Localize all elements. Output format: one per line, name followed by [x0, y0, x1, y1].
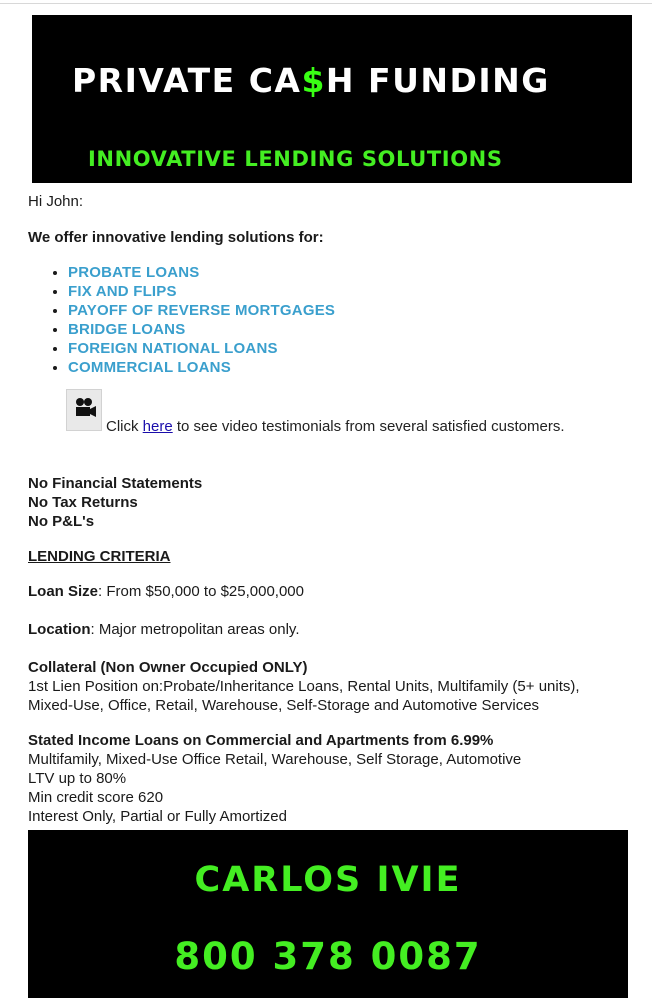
- list-item: • PAYOFF OF REVERSE MORTGAGES: [68, 301, 628, 320]
- loan-size: Loan Size: From $50,000 to $25,000,000: [28, 583, 304, 600]
- stated-income-heading: Stated Income Loans on Commercial and Apartments from 6.99%: [28, 732, 494, 749]
- no-financial-statements: No Financial Statements: [28, 475, 203, 492]
- stated-line: Interest Only, Partial or Fully Amortized: [28, 808, 287, 825]
- stated-income-section: [28, 731, 628, 826]
- no-tax-returns: No Tax Returns: [28, 494, 138, 511]
- banner-subtitle: INNOVATIVE LENDING SOLUTIONS: [88, 147, 503, 171]
- offer-heading: We offer innovative lending solutions for:: [28, 229, 324, 246]
- location: Location: Major metropolitan areas only.: [28, 621, 300, 638]
- lending-criteria-heading: LENDING CRITERIA: [28, 548, 171, 565]
- stated-line: Min credit score 620: [28, 789, 164, 806]
- contact-name: CARLOS IVIE: [194, 860, 462, 900]
- no-pl: No P&L's: [28, 513, 95, 530]
- banner-title: PRIVATE CA$H FUNDING: [72, 61, 550, 100]
- list-item: • FIX AND FLIPS: [68, 282, 628, 301]
- dollar-sign: $: [301, 61, 326, 100]
- greeting: Hi John:: [28, 193, 84, 210]
- collateral-section: [28, 658, 628, 715]
- video-camera-icon: [66, 389, 102, 431]
- top-divider: [0, 3, 652, 4]
- list-item: • COMMERCIAL LOANS: [68, 358, 628, 377]
- video-link[interactable]: here: [142, 418, 173, 435]
- header-banner: [32, 15, 632, 183]
- collateral-heading: Collateral (Non Owner Occupied ONLY): [28, 659, 308, 676]
- contact-banner: [28, 830, 628, 998]
- contact-phone: 800 378 0087: [174, 935, 482, 978]
- video-text: Click here to see video testimonials from several satisfied customers.: [106, 418, 565, 435]
- stated-line: LTV up to 80%: [28, 770, 127, 787]
- list-item: • FOREIGN NATIONAL LOANS: [68, 339, 628, 358]
- list-item: • PROBATE LOANS: [68, 263, 628, 282]
- video-testimonials-row: [28, 389, 628, 437]
- no-docs-list: [28, 474, 628, 531]
- collateral-line: 1st Lien Position on:Probate/Inheritance Loans, Rental Units, Multifamily (5+ units),: [28, 678, 580, 695]
- list-item: • BRIDGE LOANS: [68, 320, 628, 339]
- email-body: [28, 192, 628, 826]
- collateral-line: Mixed-Use, Office, Retail, Warehouse, Self-Storage and Automotive Services: [28, 697, 540, 714]
- loan-list: [28, 263, 628, 377]
- stated-line: Multifamily, Mixed-Use Office Retail, Warehouse, Self Storage, Automotive: [28, 751, 522, 768]
